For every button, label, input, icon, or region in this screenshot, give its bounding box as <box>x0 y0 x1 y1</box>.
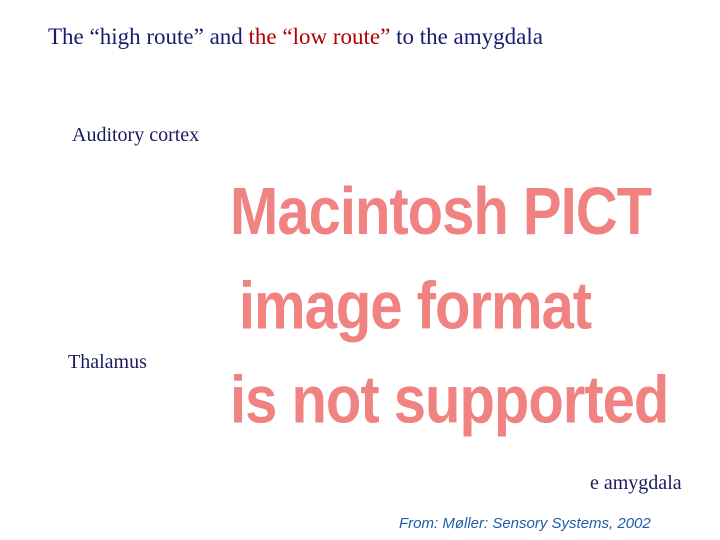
label-amygdala-text: e amygdala <box>590 472 682 494</box>
pict-line-2: image format <box>238 268 592 344</box>
citation: From: Møller: Sensory Systems, 2002 <box>399 515 651 532</box>
pict-line-1: Macintosh PICT <box>230 174 652 249</box>
title-part-high-route: The “high route” and <box>48 24 249 49</box>
title-part-low-route: the “low route” <box>248 24 391 49</box>
slide-title <box>48 24 543 50</box>
pict-line-3: is not supported <box>230 362 669 438</box>
label-amygdala <box>590 472 715 495</box>
label-thalamus: Thalamus <box>68 351 147 373</box>
label-auditory-cortex: Auditory cortex <box>72 124 200 146</box>
pict-unsupported-placeholder <box>230 165 669 453</box>
title-part-amygdala: to the amygdala <box>390 24 543 49</box>
